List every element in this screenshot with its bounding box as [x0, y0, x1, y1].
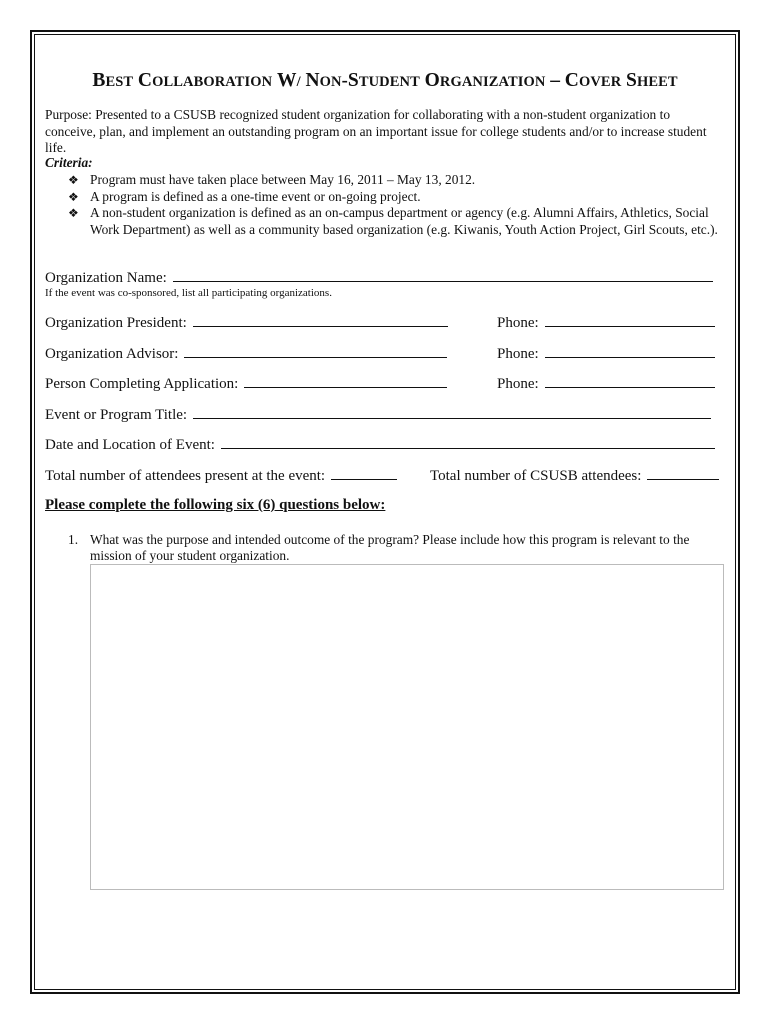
question-number: 1. — [68, 532, 79, 547]
total-attendees-label: Total number of attendees present at the event: — [45, 468, 326, 484]
criteria-item-text: Program must have taken place between May 16, 2011 – May 13, 2012. — [90, 172, 476, 187]
cosponsor-note: If the event was co-sponsored, list all participating organizations. — [45, 287, 332, 299]
person-completing-label: Person Completing Application: — [45, 376, 239, 392]
phone-label: Phone: — [497, 315, 539, 331]
date-location-field — [45, 435, 715, 454]
phone-label: Phone: — [497, 376, 539, 392]
criteria-item-text: A program is defined as a one-time event or on-going project. — [90, 189, 421, 204]
date-location-input-line[interactable] — [221, 435, 715, 449]
organization-president-input-line[interactable] — [193, 313, 448, 327]
instructions-heading: Please complete the following six (6) questions below: — [45, 497, 386, 513]
csusb-attendees-field — [430, 466, 719, 485]
csusb-attendees-label: Total number of CSUSB attendees: — [430, 468, 642, 484]
organization-name-input-line[interactable] — [173, 268, 713, 282]
diamond-bullet-icon: ❖ — [68, 173, 79, 187]
criteria-item — [68, 189, 718, 206]
page-title: BEST COLLABORATION W/ NON-STUDENT ORGANIZATION – COVER SHEET — [92, 70, 678, 91]
event-title-label: Event or Program Title: — [45, 407, 188, 423]
president-phone-input-line[interactable] — [545, 313, 715, 327]
diamond-bullet-icon: ❖ — [68, 190, 79, 204]
advisor-phone-input-line[interactable] — [545, 344, 715, 358]
event-title-input-line[interactable] — [193, 405, 711, 419]
organization-advisor-label: Organization Advisor: — [45, 346, 179, 362]
question-1 — [68, 532, 718, 564]
person-phone-field — [497, 374, 715, 393]
organization-name-label: Organization Name: — [45, 270, 167, 286]
criteria-item — [68, 172, 718, 189]
president-phone-field — [497, 313, 715, 332]
organization-president-field — [45, 313, 448, 332]
advisor-phone-field — [497, 344, 715, 363]
question-1-answer-box[interactable] — [90, 564, 724, 890]
organization-advisor-input-line[interactable] — [184, 344, 447, 358]
csusb-attendees-input-line[interactable] — [647, 466, 719, 480]
organization-name-field — [45, 268, 713, 287]
person-phone-input-line[interactable] — [545, 374, 715, 388]
total-attendees-input-line[interactable] — [331, 466, 397, 480]
criteria-item — [68, 205, 718, 238]
person-completing-field — [45, 374, 447, 393]
purpose-paragraph: Purpose: Presented to a CSUSB recognized student organization for collaborating with a non-student organization to conceive, plan, and implement an outstanding program on an important issue for college students and/or to increase student life. — [45, 107, 707, 155]
person-completing-input-line[interactable] — [244, 374, 447, 388]
criteria-heading: Criteria: — [45, 155, 93, 170]
question-text: What was the purpose and intended outcome of the program? Please include how this program is relevant to the mission of your student organization. — [90, 532, 690, 563]
total-attendees-field — [45, 466, 397, 485]
event-title-field — [45, 405, 711, 424]
date-location-label: Date and Location of Event: — [45, 437, 215, 453]
phone-label: Phone: — [497, 346, 539, 362]
organization-advisor-field — [45, 344, 447, 363]
organization-president-label: Organization President: — [45, 315, 187, 331]
diamond-bullet-icon: ❖ — [68, 206, 79, 220]
criteria-item-text: A non-student organization is defined as an on-campus department or agency (e.g. Alumni Affairs, Athletics, Social Work Department) as well as a community based organization (e.g. Kiwanis, Youth Action Project, Girl Scouts, etc.). — [90, 205, 718, 237]
